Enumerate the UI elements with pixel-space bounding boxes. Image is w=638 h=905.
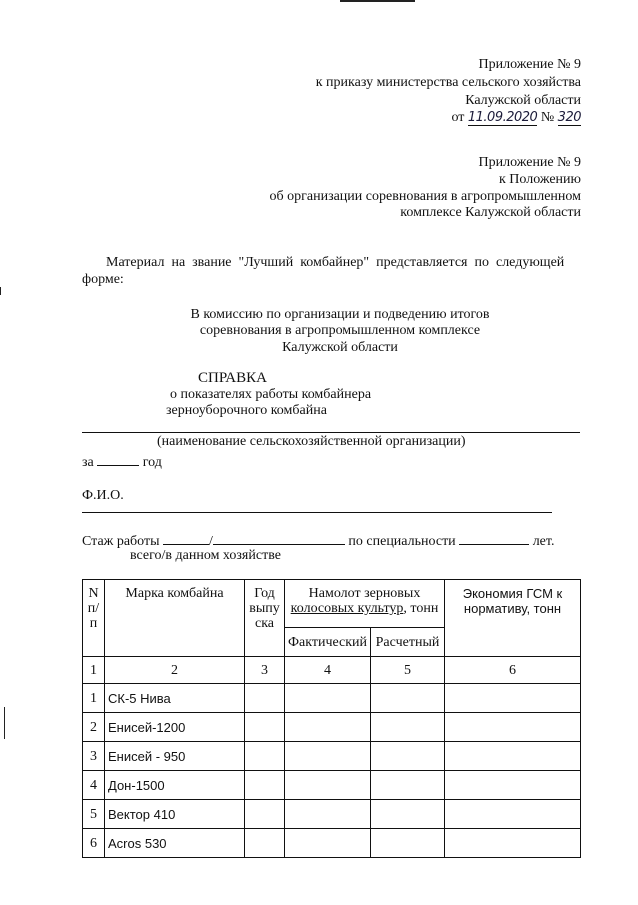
index-cell: 1: [83, 657, 105, 684]
header-yield-calc: Расчетный: [371, 628, 445, 657]
header-yield-fact: Фактический: [285, 628, 371, 657]
row-fact-cell[interactable]: [285, 684, 371, 713]
row-year-cell[interactable]: [245, 684, 285, 713]
header-year-l2: выпу: [249, 601, 280, 616]
org-name-caption: (наименование сельскохозяйственной организации): [157, 434, 466, 449]
org-name-line[interactable]: [82, 432, 580, 433]
order-appendix-line3: Калужской области: [465, 93, 581, 108]
row-brand: СК-5 Нива: [105, 684, 245, 713]
addressee-line1: В комиссию по организации и подведению итогов: [190, 307, 490, 322]
date-prefix: от: [451, 110, 465, 125]
regulation-appendix-line4: комплексе Калужской области: [400, 205, 581, 220]
row-year-cell[interactable]: [245, 742, 285, 771]
row-calc-cell[interactable]: [371, 684, 445, 713]
row-number: 2: [83, 713, 105, 742]
header-yield-l2: колосовых культур: [290, 601, 404, 616]
stazh-spec-label: по специальности: [348, 534, 456, 549]
row-fact-cell[interactable]: [285, 771, 371, 800]
index-cell: 6: [445, 657, 581, 684]
regulation-appendix-line2: к Положению: [498, 172, 581, 187]
header-yield-l2-suffix: , тонн: [403, 601, 439, 616]
order-appendix-line1: Приложение № 9: [478, 57, 581, 72]
row-number: 6: [83, 829, 105, 858]
stazh-total-line[interactable]: [163, 532, 209, 545]
row-calc-cell[interactable]: [371, 829, 445, 858]
row-number: 4: [83, 771, 105, 800]
stazh-years-label: лет.: [532, 534, 555, 549]
scan-mark-top: [340, 0, 415, 2]
row-number: 1: [83, 684, 105, 713]
stazh-spec-line[interactable]: [459, 532, 529, 545]
row-fuel-cell[interactable]: [445, 829, 581, 858]
year-suffix: год: [142, 455, 162, 470]
row-fuel-cell[interactable]: [445, 684, 581, 713]
index-cell: 4: [285, 657, 371, 684]
row-calc-cell[interactable]: [371, 713, 445, 742]
scan-mark-left: [4, 707, 5, 739]
order-appendix-line2: к приказу министерства сельского хозяйства: [315, 75, 581, 90]
row-fact-cell[interactable]: [285, 829, 371, 858]
header-fuel-l1: Экономия ГСМ к: [462, 586, 563, 601]
row-brand: Енисей - 950: [105, 742, 245, 771]
order-number: 320: [557, 110, 581, 125]
fio-line[interactable]: [82, 512, 552, 513]
row-fact-cell[interactable]: [285, 742, 371, 771]
header-yield-l1: Намолот зерновых: [308, 586, 421, 601]
header-fuel: [445, 580, 581, 657]
header-year-l3: ска: [254, 616, 275, 631]
row-year-cell[interactable]: [245, 829, 285, 858]
header-year: [245, 580, 285, 657]
header-brand: Марка комбайна: [105, 580, 245, 657]
regulation-appendix-line1: Приложение № 9: [478, 155, 581, 170]
header-fuel-l2: нормативу, тонн: [463, 601, 562, 616]
order-date: 11.09.2020: [467, 110, 538, 125]
table-row: [83, 800, 581, 829]
addressee-line3: Калужской области: [282, 340, 398, 355]
row-brand: Енисей-1200: [105, 713, 245, 742]
header-num-l2: п/: [87, 601, 100, 616]
table-row: [83, 829, 581, 858]
intro-line1: Материал на звание "Лучший комбайнер" представляется по следующей: [106, 255, 565, 270]
document-title: СПРАВКА: [198, 370, 267, 386]
header-yield: [285, 580, 445, 628]
year-field: [82, 453, 162, 471]
table-row: [83, 684, 581, 713]
table-header-row-1: [83, 580, 581, 628]
row-calc-cell[interactable]: [371, 742, 445, 771]
header-num-l3: п: [89, 616, 98, 631]
intro-line2: форме:: [82, 272, 124, 287]
row-calc-cell[interactable]: [371, 800, 445, 829]
row-fuel-cell[interactable]: [445, 713, 581, 742]
scan-mark-left-small: [0, 287, 1, 295]
row-year-cell[interactable]: [245, 713, 285, 742]
header-yield-l2-wrap: [288, 601, 441, 616]
table-row: [83, 771, 581, 800]
row-brand: Acros 530: [105, 829, 245, 858]
row-fuel-cell[interactable]: [445, 771, 581, 800]
header-num: [83, 580, 105, 657]
index-cell: 3: [245, 657, 285, 684]
table-row: [83, 742, 581, 771]
row-brand: Вектор 410: [105, 800, 245, 829]
document-subtitle-2: зерноуборочного комбайна: [166, 403, 327, 418]
year-prefix: за: [82, 455, 94, 470]
document-subtitle-1: о показателях работы комбайнера: [170, 387, 372, 402]
header-year-l1: Год: [254, 586, 275, 601]
stazh-farm-line[interactable]: [213, 532, 345, 545]
year-input-line[interactable]: [97, 453, 139, 466]
row-year-cell[interactable]: [245, 800, 285, 829]
stazh-slash: /: [209, 534, 213, 549]
index-cell: 5: [371, 657, 445, 684]
table-row: [83, 713, 581, 742]
stazh-caption: всего/в данном хозяйстве: [130, 548, 281, 563]
row-calc-cell[interactable]: [371, 771, 445, 800]
regulation-appendix-line3: об организации соревнования в агропромышленном: [269, 189, 581, 204]
combine-table: [82, 579, 581, 858]
order-appendix-date-line: [451, 110, 581, 126]
row-fact-cell[interactable]: [285, 800, 371, 829]
row-fuel-cell[interactable]: [445, 742, 581, 771]
row-number: 5: [83, 800, 105, 829]
row-fact-cell[interactable]: [285, 713, 371, 742]
row-number: 3: [83, 742, 105, 771]
number-sign: №: [540, 110, 555, 125]
row-brand: Дон-1500: [105, 771, 245, 800]
header-num-l1: N: [88, 586, 99, 601]
addressee-line2: соревнования в агропромышленном комплексе: [199, 323, 481, 338]
fio-label: Ф.И.О.: [82, 488, 124, 503]
table-index-row: [83, 657, 581, 684]
stazh-label: Стаж работы: [82, 534, 160, 549]
row-year-cell[interactable]: [245, 771, 285, 800]
index-cell: 2: [105, 657, 245, 684]
row-fuel-cell[interactable]: [445, 800, 581, 829]
